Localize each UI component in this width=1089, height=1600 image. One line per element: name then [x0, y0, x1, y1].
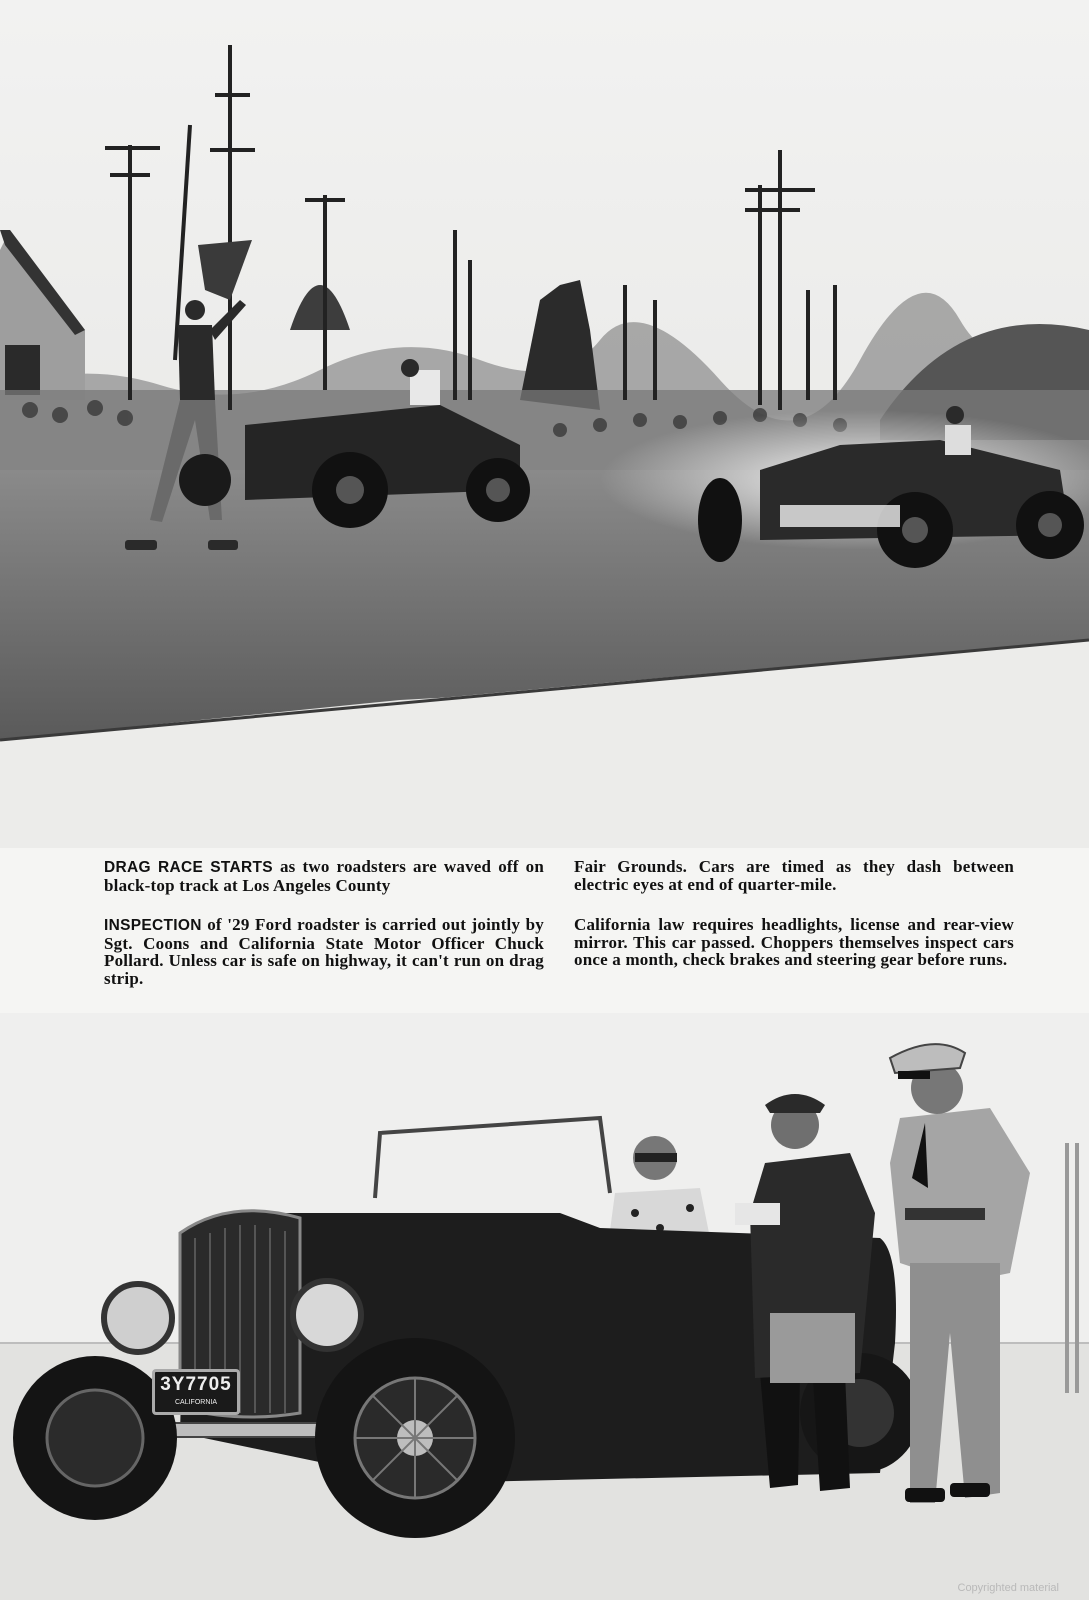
inspection-photo	[0, 1013, 1089, 1600]
copyright-watermark: Copyrighted material	[957, 1582, 1059, 1594]
license-plate-number: 3Y7705	[160, 1374, 232, 1395]
caption-drag-race	[104, 858, 1014, 894]
caption-inspection-lead: INSPECTION	[104, 917, 202, 934]
license-plate	[152, 1369, 240, 1415]
caption-inspection-left-text: of '29 Ford roadster is carried out jointly by Sgt. Coons and California State Motor Officer Chuck Pollard. Unless car is safe on highway, it can't run on drag strip.	[104, 915, 544, 988]
caption-inspection	[104, 916, 1014, 987]
license-plate-state: CALIFORNIA	[174, 1399, 217, 1406]
caption-drag-lead: DRAG RACE STARTS	[104, 859, 273, 876]
captions-block	[104, 858, 1014, 1009]
caption-drag-right: Fair Grounds. Cars are timed as they dash between electric eyes at end of quarter-mile.	[574, 857, 1014, 894]
caption-drag-left-text: as two roadsters are waved off on black-top track at Los Angeles County	[104, 857, 544, 895]
caption-drag-left	[104, 858, 544, 894]
caption-inspection-right: California law requires headlights, license and rear-view mirror. This car passed. Choppers themselves inspect cars once a month, check brakes and steering gear before runs.	[574, 915, 1014, 969]
caption-inspection-left	[104, 916, 544, 987]
